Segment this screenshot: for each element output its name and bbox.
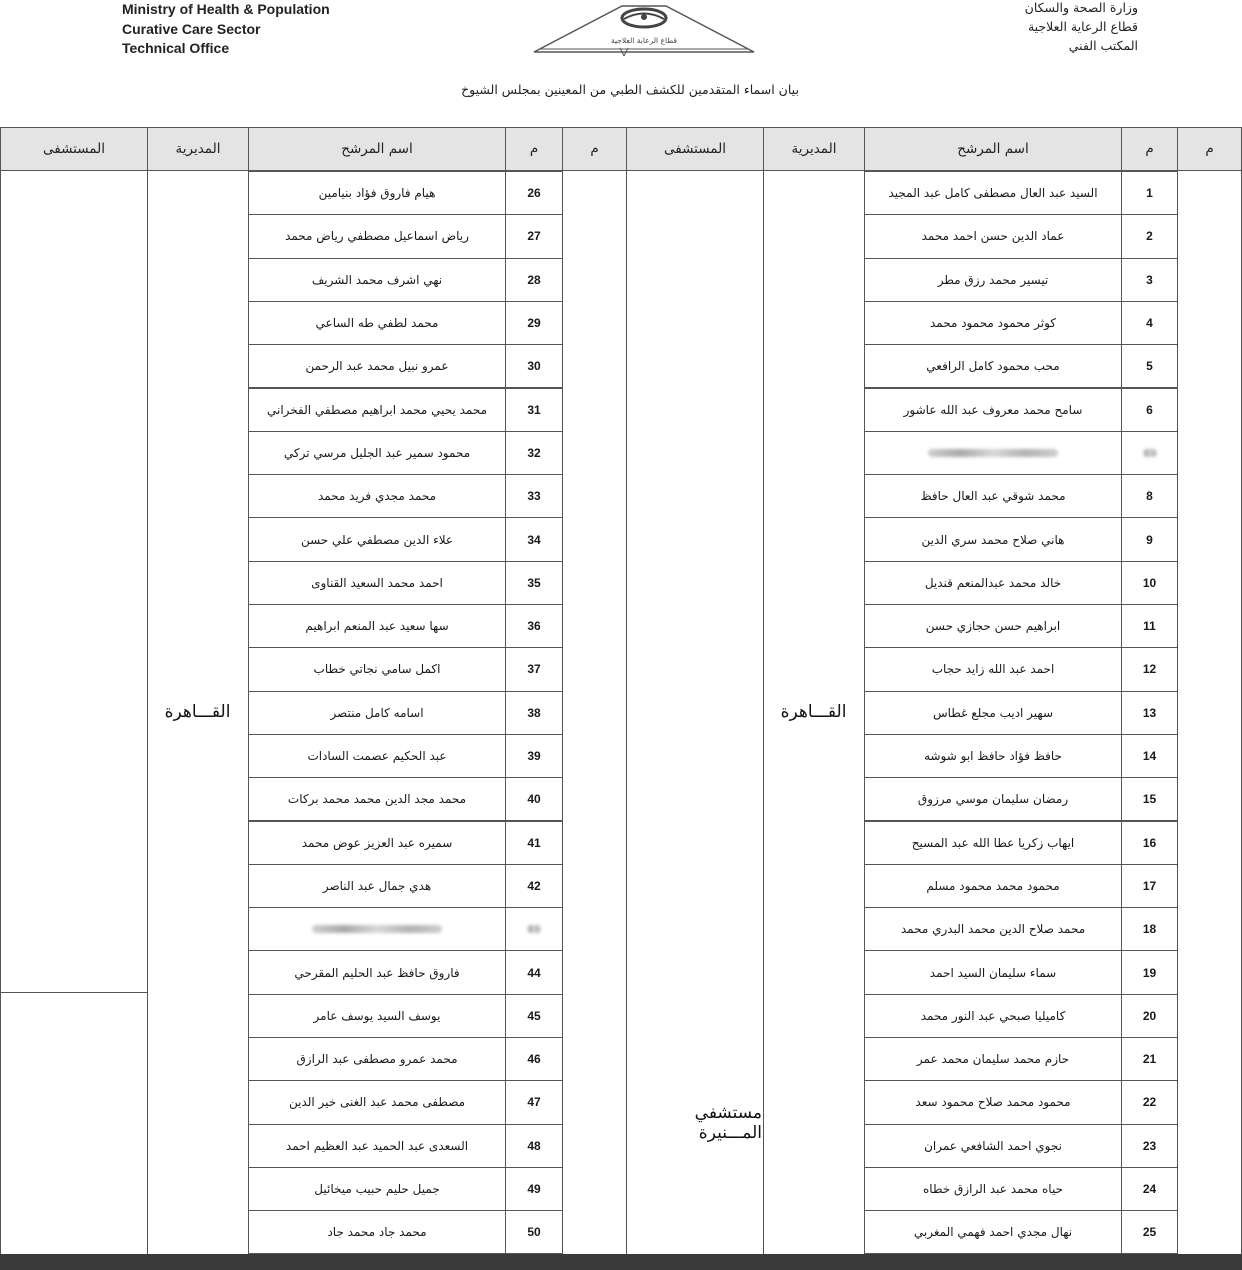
redacted-name: [928, 449, 1058, 457]
serial-cell: 11: [1121, 604, 1178, 648]
candidate-name-cell: سميره عبد العزيز عوض محمد: [248, 821, 506, 865]
ministry-name-en: Ministry of Health & Population: [122, 1, 330, 17]
candidate-name-cell: السيد عبد العال مصطفى كامل عبد المجيد: [864, 171, 1122, 215]
candidate-name-cell: محمد مجد الدين محمد محمد بركات: [248, 777, 506, 821]
serial-cell: 26: [505, 171, 563, 215]
serial-cell: 42: [505, 864, 563, 908]
col-header-serial-outer: م: [1177, 127, 1242, 171]
serial-cell: 39: [505, 734, 563, 778]
curative-care-logo: [532, 4, 756, 56]
candidate-name-cell: محمود محمد محمود مسلم: [864, 864, 1122, 908]
serial-cell: 29: [505, 301, 563, 345]
serial-cell: 18: [1121, 907, 1178, 951]
directorate-cell: القـــاهرة: [780, 702, 847, 723]
serial-cell: 14: [1121, 734, 1178, 778]
serial-cell: 8: [1121, 474, 1178, 518]
candidate-name-cell: محمد جاد محمد جاد: [248, 1210, 506, 1254]
candidate-name-cell: نجوي احمد الشافعي عمران: [864, 1124, 1122, 1168]
candidate-name-cell: هدي جمال عبد الناصر: [248, 864, 506, 908]
serial-cell: 47: [505, 1080, 563, 1124]
col-header-name: اسم المرشح: [864, 127, 1122, 171]
candidate-name-cell: حافظ فؤاد حافظ ابو شوشه: [864, 734, 1122, 778]
candidate-name-cell: حياه محمد عبد الرازق خطاه: [864, 1167, 1122, 1211]
candidate-name-cell: السعدى عبد الحميد عبد العظيم احمد: [248, 1124, 506, 1168]
serial-cell: 10: [1121, 561, 1178, 605]
serial-cell: 44: [505, 950, 563, 994]
candidate-name-cell: تيسير محمد رزق مطر: [864, 258, 1122, 302]
candidate-name-cell: كوثر محمود محمود محمد: [864, 301, 1122, 345]
candidate-name-cell: مصطفى محمد عبد الغنى خير الدين: [248, 1080, 506, 1124]
serial-cell: 27: [505, 214, 563, 258]
serial-cell: 50: [505, 1210, 563, 1254]
serial-cell: 21: [1121, 1037, 1178, 1081]
candidate-name-cell: رياض اسماعيل مصطفي رياض محمد: [248, 214, 506, 258]
serial-cell: 15: [1121, 777, 1178, 821]
serial-cell: 4: [1121, 301, 1178, 345]
candidate-name-cell: علاء الدين مصطفي علي حسن: [248, 517, 506, 561]
candidate-name-cell: فاروق حافظ عبد الحليم المقرحي: [248, 950, 506, 994]
candidate-name-cell: [864, 431, 1122, 475]
hospital-cell: مستشفي المـــنيرة: [694, 1102, 762, 1143]
serial-cell: 20: [1121, 994, 1178, 1038]
serial-cell: [1121, 431, 1178, 475]
header-english: [122, 0, 330, 59]
candidate-name-cell: سامح محمد معروف عبد الله عاشور: [864, 388, 1122, 432]
candidate-name-cell: محمود سمير عبد الجليل مرسي تركي: [248, 431, 506, 475]
serial-cell: 25: [1121, 1210, 1178, 1254]
candidate-name-cell: جميل حليم حبيب ميخائيل: [248, 1167, 506, 1211]
candidate-name-cell: عمرو نبيل محمد عبد الرحمن: [248, 344, 506, 388]
serial-cell: 36: [505, 604, 563, 648]
office-name-en: Technical Office: [122, 40, 230, 56]
candidate-name-cell: احمد محمد السعيد القناوى: [248, 561, 506, 605]
serial-cell: 34: [505, 517, 563, 561]
col-header-directorate: المديرية: [763, 127, 865, 171]
candidate-name-cell: اكمل سامي نجاتي خطاب: [248, 647, 506, 691]
candidate-name-cell: يوسف السيد يوسف عامر: [248, 994, 506, 1038]
serial-cell: 31: [505, 388, 563, 432]
candidate-name-cell: سماء سليمان السيد احمد: [864, 950, 1122, 994]
table-rule: [0, 171, 1, 1254]
serial-cell: 12: [1121, 647, 1178, 691]
col-header-serial: م: [1121, 127, 1178, 171]
serial-cell: 17: [1121, 864, 1178, 908]
serial-cell: 46: [505, 1037, 563, 1081]
col-header-directorate: المديرية: [147, 127, 249, 171]
serial-cell: 5: [1121, 344, 1178, 388]
candidate-name-cell: محمد يحيي محمد ابراهيم مصطفي الفخراني: [248, 388, 506, 432]
col-header-serial: م: [505, 127, 563, 171]
col-header-hospital: المستشفى: [0, 127, 148, 171]
candidate-name-cell: عبد الحكيم عصمت السادات: [248, 734, 506, 778]
serial-cell: 49: [505, 1167, 563, 1211]
ministry-name-ar: وزارة الصحة والسكان: [1024, 0, 1138, 15]
candidate-name-cell: محمد شوقي عبد العال حافظ: [864, 474, 1122, 518]
candidate-name-cell: محمد عمرو مصطفى عبد الرازق: [248, 1037, 506, 1081]
serial-cell: 23: [1121, 1124, 1178, 1168]
serial-cell: 38: [505, 691, 563, 735]
serial-cell: 48: [505, 1124, 563, 1168]
candidate-name-cell: اسامه كامل منتصر: [248, 691, 506, 735]
header-arabic: [1025, 0, 1138, 55]
col-header-hospital: المستشفى: [626, 127, 764, 171]
serial-cell: 1: [1121, 171, 1178, 215]
candidate-name-cell: كاميليا صبحي عبد النور محمد: [864, 994, 1122, 1038]
serial-cell: 37: [505, 647, 563, 691]
serial-cell: 2: [1121, 214, 1178, 258]
serial-cell: 30: [505, 344, 563, 388]
serial-cell: 45: [505, 994, 563, 1038]
redacted-serial: [1143, 449, 1157, 457]
directorate-cell: القـــاهرة: [164, 702, 231, 723]
candidate-name-cell: نهي اشرف محمد الشريف: [248, 258, 506, 302]
serial-cell: 40: [505, 777, 563, 821]
serial-cell: 41: [505, 821, 563, 865]
serial-cell: 28: [505, 258, 563, 302]
candidate-name-cell: ايهاب زكريا عطا الله عبد المسيح: [864, 821, 1122, 865]
col-header-serial-outer: م: [562, 127, 627, 171]
bottom-bar: [0, 1254, 1242, 1270]
candidate-name-cell: احمد عبد الله زايد حجاب: [864, 647, 1122, 691]
serial-cell: 9: [1121, 517, 1178, 561]
serial-cell: 33: [505, 474, 563, 518]
candidate-name-cell: محمود محمد صلاح محمود سعد: [864, 1080, 1122, 1124]
serial-cell: 19: [1121, 950, 1178, 994]
redacted-name: [312, 925, 442, 933]
logo-text: قطاع الرعاية العلاجية: [610, 36, 678, 45]
serial-cell: [505, 907, 563, 951]
candidate-name-cell: محمد لطفي طه الساعي: [248, 301, 506, 345]
candidate-name-cell: حازم محمد سليمان محمد عمر: [864, 1037, 1122, 1081]
candidate-name-cell: هاني صلاح محمد سري الدين: [864, 517, 1122, 561]
candidate-name-cell: هيام فاروق فؤاد بنيامين: [248, 171, 506, 215]
serial-cell: 35: [505, 561, 563, 605]
candidate-name-cell: خالد محمد عبدالمنعم قنديل: [864, 561, 1122, 605]
candidate-name-cell: [248, 907, 506, 951]
candidate-name-cell: عماد الدين حسن احمد محمد: [864, 214, 1122, 258]
table-rule: [0, 992, 147, 993]
serial-cell: 13: [1121, 691, 1178, 735]
sector-name-ar: قطاع الرعاية العلاجية: [1027, 19, 1138, 34]
candidate-name-cell: سهير اديب مجلع غطاس: [864, 691, 1122, 735]
candidate-name-cell: محمد مجدي فريد محمد: [248, 474, 506, 518]
serial-cell: 32: [505, 431, 563, 475]
candidate-name-cell: رمضان سليمان موسي مرزوق: [864, 777, 1122, 821]
candidate-name-cell: سها سعيد عبد المنعم ابراهيم: [248, 604, 506, 648]
candidate-name-cell: محمد صلاح الدين محمد البدري محمد: [864, 907, 1122, 951]
candidate-name-cell: ابراهيم حسن حجازي حسن: [864, 604, 1122, 648]
col-header-name: اسم المرشح: [248, 127, 506, 171]
candidate-name-cell: نهال مجدي احمد فهمي المغربي: [864, 1210, 1122, 1254]
candidate-name-cell: محب محمود كامل الرافعي: [864, 344, 1122, 388]
serial-cell: 3: [1121, 258, 1178, 302]
document-title: بيان اسماء المتقدمين للكشف الطبي من المعينين بمجلس الشيوخ: [461, 82, 799, 97]
serial-cell: 6: [1121, 388, 1178, 432]
office-name-ar: المكتب الفني: [1068, 38, 1138, 53]
sector-name-en: Curative Care Sector: [122, 20, 261, 37]
serial-cell: 24: [1121, 1167, 1178, 1211]
serial-cell: 16: [1121, 821, 1178, 865]
redacted-serial: [527, 925, 541, 933]
serial-cell: 22: [1121, 1080, 1178, 1124]
